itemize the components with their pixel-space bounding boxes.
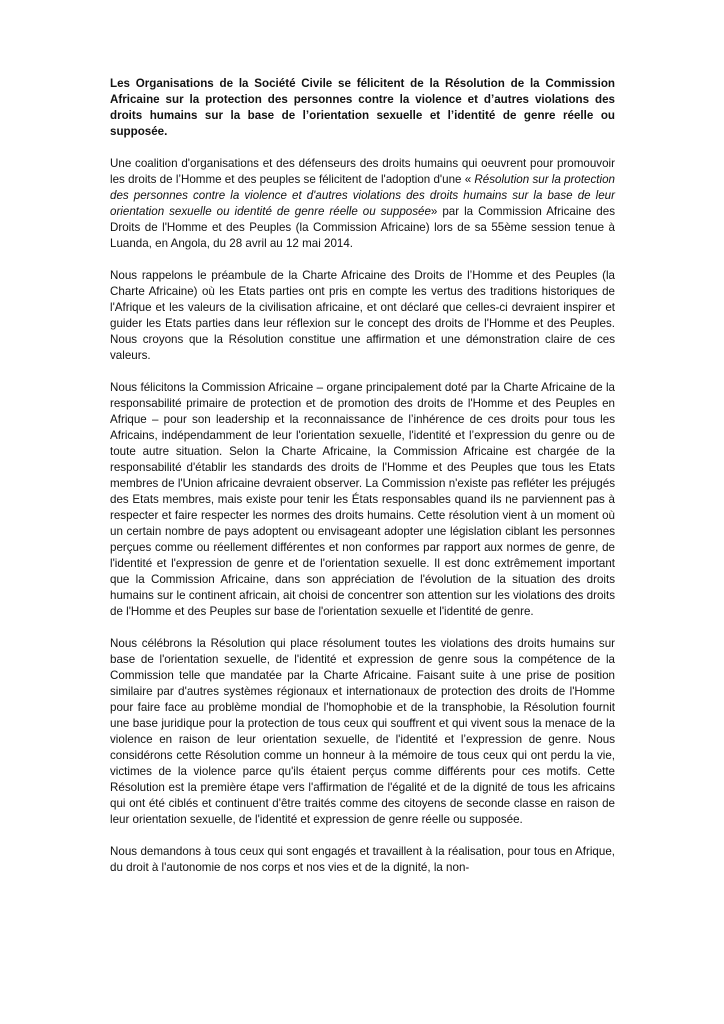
paragraph-demand: Nous demandons à tous ceux qui sont engagés et travaillent à la réalisation, pour tous en Afrique, du droit à l'autonomie de nos corps et nos vies et de la dignité, la non- <box>110 845 615 874</box>
document-page <box>110 76 615 876</box>
paragraph-preamble: Nous rappelons le préambule de la Charte Africaine des Droits de l’Homme et des Peuples (la Charte Africaine) où les Etats parties ont pris en compte les vertus des traditions historiques de l'Afrique et les valeurs de la civilisation africaine, et ont déclaré que celles-ci devraient inspirer et guider les Etats parties dans leur réflexion sur le concept des droits de l'Homme et des Peuples. Nous croyons que la Résolution constitue une affirmation et une démonstration claire de ces valeurs. <box>110 269 615 362</box>
resolution-title-italic: Résolution sur la protection des personnes contre la violence et d'autres violations des droits humains sur la base de leur orientation sexuelle ou identité de genre réelle ou supposée <box>110 173 615 218</box>
paragraph-celebration: Nous célébrons la Résolution qui place résolument toutes les violations des droits humains sur base de l'orientation sexuelle, de l'identité et expression de genre sous la compétence de la Commission telle que mandatée par la Charte Africaine. Faisant suite à une prise de position similaire par d'autres systèmes régionaux et internationaux de protection des droits de l'Homme pour faire face au problème mondial de l'homophobie et de la transphobie, la Résolution fournit une base juridique pour la protection de tous ceux qui souffrent et qui vivent sous la menace de la violence en raison de leur orientation sexuelle, de l'identité et l’expression de genre. Nous considérons cette Résolution comme un honneur à la mémoire de tous ceux qui ont perdu la vie, victimes de la violence parce qu'ils étaient perçus comme différents pour ces motifs. Cette Résolution est la première étape vers l'affirmation de l'égalité et de la dignité de tous les africains qui ont été ciblés et continuent d'être traités comme des citoyens de seconde classe en raison de leur orientation sexuelle, de l'identité et expression de genre réelle ou supposée. <box>110 637 615 826</box>
paragraph-commission: Nous félicitons la Commission Africaine – organe principalement doté par la Charte Africaine de la responsabilité primaire de protection et de promotion des droits de l'Homme et des Peuples en Afrique – pour son leadership et la reconnaissance de l’inhérence de ces droits pour tous les Africains, indépendamment de leur l'orientation sexuelle, l'identité et l’expression du genre ou de toute autre situation. Selon la Charte Africaine, la Commission Africaine est chargée de la responsabilité d'établir les standards des droits de l'Homme et des Peuples que tous les Etats membres de l'Union africaine devraient observer. La Commission n'existe pas refléter les préjugés des Etats membres, mais existe pour tenir les États responsables quand ils ne parviennent pas à respecter et faire respecter les normes des droits humains. Cette résolution vient à un moment où un certain nombre de pays adoptent ou envisageant adopter une législation ciblant les personnes perçues comme ou réellement différentes et non conformes par rapport aux normes de genre, de l'identité et l'expression de genre et de l'orientation sexuelle. Il est donc extrêmement important que la Commission Africaine, dans son appréciation de l'évolution de la situation des droits humains sur le continent africain, ait choisi de concentrer son attention sur les violations des droits de l'Homme et des Peuples sur base de l'orientation sexuelle et l'identité de genre. <box>110 381 615 618</box>
document-title: Les Organisations de la Société Civile se félicitent de la Résolution de la Commission Africaine sur la protection des personnes contre la violence et d’autres violations des droits humains sur la base de l’orientation sexuelle et l’identité de genre réelle ou supposée. <box>110 77 615 138</box>
paragraph-coalition-text-end: » par la Commission Africaine des Droits de l'Homme et des Peuples (la Commission Africaine) lors de sa 55ème session tenue à Luanda, en Angola, du 28 avril au 12 mai 2014. <box>110 205 615 250</box>
paragraph-coalition-text: Une coalition d'organisations et des défenseurs des droits humains qui oeuvrent pour promouvoir les droits de l’Homme et des peuples se félicitent de l'adoption d'une « <box>110 157 615 186</box>
paragraph-coalition <box>110 156 615 252</box>
